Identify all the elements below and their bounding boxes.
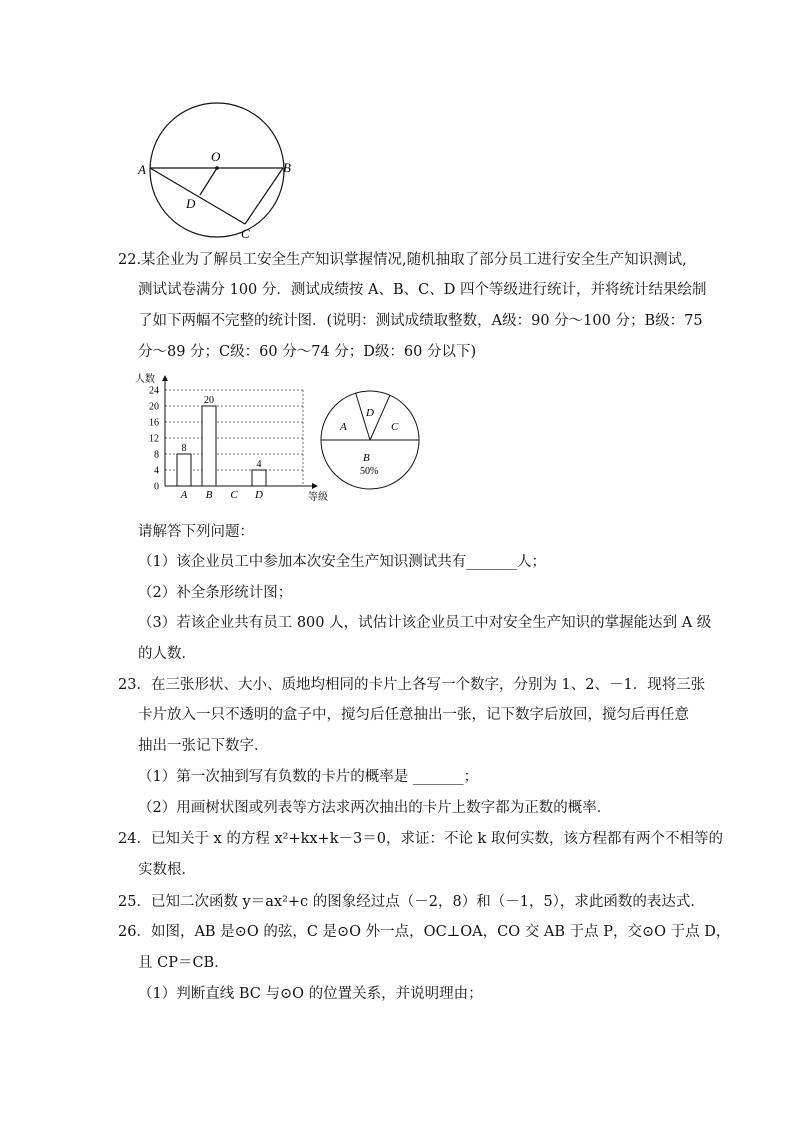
point-o	[215, 166, 219, 170]
y-tick-label: 0	[154, 481, 159, 493]
pie-label-b: B	[363, 452, 370, 464]
circle-figure	[130, 100, 300, 240]
bar-value-label: 20	[204, 395, 214, 406]
label-a: A	[138, 162, 146, 177]
x-tick-label: C	[230, 489, 238, 501]
q25-line-1: 25．已知二次函数 y＝ax²+c 的图象经过点（－2，8）和（－1，5），求此函数的表达式．	[118, 894, 705, 910]
q22-prompt: 请解答下列问题：	[138, 524, 254, 540]
chord-bc	[245, 168, 283, 224]
x-tick-label: A	[180, 489, 188, 501]
q22-line-4: 分～89 分；C级：60 分～74 分；D级：60 分以下)	[138, 344, 477, 360]
q22-sub1: （1）该企业员工中参加本次安全生产知识测试共有_______人；	[138, 554, 546, 570]
bar-a	[177, 454, 191, 486]
label-b: B	[283, 160, 291, 175]
y-tick-label: 24	[149, 385, 159, 397]
pie-chart	[315, 385, 425, 495]
q23-line-2: 卡片放入一只不透明的盒子中，搅匀后任意抽出一张，记下数字后放回，搅匀后再任意	[138, 707, 689, 723]
y-tick-label: 4	[154, 465, 159, 477]
q23-line-1: 23．在三张形状、大小、质地均相同的卡片上各写一个数字，分别为 1、2、－1．现将三张	[118, 677, 706, 693]
y-tick-label: 16	[149, 417, 159, 429]
y-tick-label: 12	[149, 433, 159, 445]
q23-line-3: 抽出一张记下数字．	[138, 738, 269, 754]
bar-value-label: 8	[181, 443, 187, 454]
label-d: D	[186, 196, 196, 211]
y-axis-arrow	[162, 375, 168, 381]
q22-sub2: （2）补全条形统计图；	[138, 585, 293, 601]
bar-b	[202, 406, 216, 486]
x-tick-label: D	[255, 489, 263, 501]
chord-ac	[150, 168, 245, 224]
q23-sub1: （1）第一次抽到写有负数的卡片的概率是 _______；	[138, 769, 479, 785]
q22-sub3a: （3）若该企业共有员工 800 人，试估计该企业员工中对安全生产知识的掌握能达到 A 级	[138, 615, 712, 631]
bar-value-label: 4	[256, 459, 262, 470]
pie-percent-b: 50%	[360, 466, 379, 477]
pie-label-a: A	[340, 421, 347, 433]
q22-line-2: 测试试卷满分 100 分．测试成绩按 A、B、C、D 四个等级进行统计，并将统计结果绘制	[138, 282, 707, 298]
circle-o	[150, 103, 284, 237]
bar-chart	[125, 370, 328, 505]
y-tick-label: 8	[154, 449, 159, 461]
x-tick-label: B	[205, 489, 213, 501]
y-axis-title: 人数	[135, 374, 155, 385]
q26-line-1: 26．如图，AB 是⊙O 的弦，C 是⊙O 外一点，OC⊥OA，CO 交 AB 于点 P，交⊙O 于点 D，	[118, 924, 731, 940]
q24-line-2: 实数根．	[138, 862, 196, 878]
q24-line-1: 24．已知关于 x 的方程 x²+kx+k－3＝0，求证：不论 k 取何实数，该方程都有两个不相等的	[118, 831, 723, 847]
x-axis-title: 等级	[308, 492, 328, 503]
q22-sub3b: 的人数．	[138, 646, 196, 662]
q26-sub1: （1）判断直线 BC 与⊙O 的位置关系，并说明理由；	[138, 986, 483, 1002]
pie-label-d: D	[366, 407, 374, 419]
label-o: O	[211, 149, 221, 164]
q23-sub2: （2）用画树状图或列表等方法求两次抽出的卡片上数字都为正数的概率．	[138, 800, 612, 816]
q22-line-3: 了如下两幅不完整的统计图．(说明：测试成绩取整数，A级：90 分～100 分；B级：75	[138, 313, 703, 329]
bar-d	[252, 470, 266, 486]
pie-label-c: C	[391, 421, 399, 433]
y-tick-label: 20	[149, 401, 159, 413]
segment-od	[200, 168, 217, 195]
q22-line-1: 22.某企业为了解员工安全生产知识掌握情况,随机抽取了部分员工进行安全生产知识测试,	[118, 252, 687, 268]
label-c: C	[241, 226, 250, 241]
q26-line-2: 且 CP＝CB．	[138, 955, 229, 971]
